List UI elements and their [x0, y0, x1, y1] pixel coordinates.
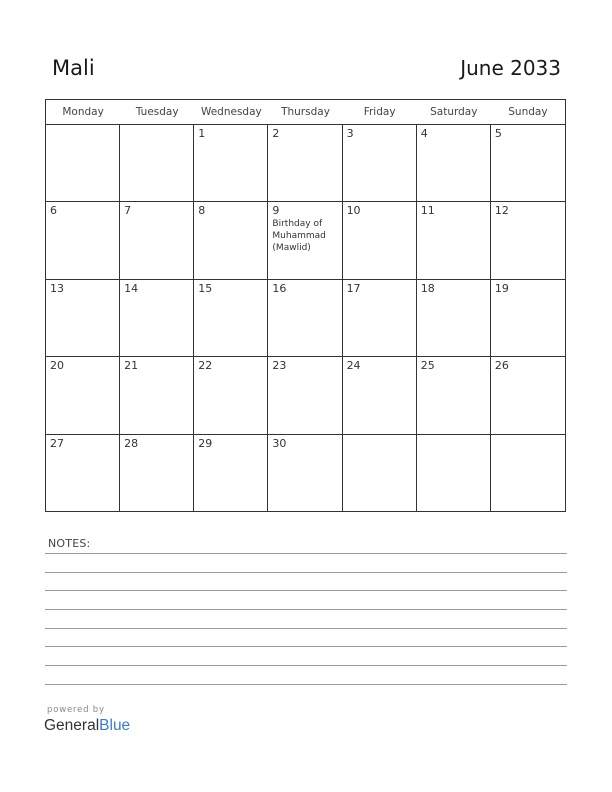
day-cell: [46, 280, 120, 357]
day-cell: [120, 357, 194, 434]
day-cell: [343, 357, 417, 434]
day-cell: [343, 280, 417, 357]
day-number: 30: [272, 436, 287, 450]
day-number: 25: [420, 359, 435, 373]
day-cell: [417, 125, 491, 202]
day-cell: [120, 125, 194, 202]
day-number: 5: [494, 127, 502, 140]
weekday-label-saturday: Saturday: [430, 106, 478, 118]
day-number: 23: [272, 359, 287, 373]
day-number: 3: [346, 127, 354, 140]
day-number: 11: [420, 204, 435, 218]
day-cell: [268, 202, 342, 279]
day-number: 6: [50, 204, 57, 218]
day-cell: [268, 357, 342, 434]
brand-logo: [44, 717, 130, 735]
day-number: 10: [346, 204, 361, 218]
weekday-label-friday: Friday: [363, 106, 396, 118]
day-cell: [194, 357, 268, 434]
day-cell: [268, 435, 342, 512]
day-cell: [194, 202, 268, 279]
day-number: 16: [272, 281, 287, 295]
month-year-title: June 2033: [460, 56, 561, 80]
day-number: 26: [494, 359, 509, 373]
day-number: 21: [124, 359, 139, 373]
day-cell: [46, 435, 120, 512]
day-number: 13: [50, 281, 64, 295]
day-number: 20: [50, 359, 64, 373]
day-cell: [268, 280, 342, 357]
weekday-label-wednesday: Wednesday: [200, 106, 262, 118]
day-number: 27: [50, 436, 64, 450]
day-number: 17: [346, 281, 361, 295]
day-number: 1: [198, 127, 206, 140]
day-cell: [120, 202, 194, 279]
brand-name-part2: Blue: [99, 717, 131, 734]
day-number: 12: [494, 204, 509, 218]
day-number: 19: [494, 281, 509, 295]
holiday-event: Birthday of Muhammad (Mawlid): [272, 219, 326, 254]
day-number: 8: [198, 204, 206, 218]
day-number: 18: [420, 281, 435, 295]
note-line: [45, 684, 567, 685]
country-title: Mali: [52, 56, 95, 80]
weekday-label-monday: Monday: [62, 106, 104, 118]
weekday-label-sunday: Sunday: [508, 106, 548, 118]
weekday-header-row: [46, 100, 565, 125]
note-line: [45, 646, 567, 647]
calendar-body: [46, 125, 565, 512]
day-cell: [46, 202, 120, 279]
note-line: [45, 628, 567, 629]
day-cell: [120, 280, 194, 357]
day-cell: [417, 357, 491, 434]
day-number: 15: [198, 281, 213, 295]
day-cell: [491, 202, 565, 279]
day-cell: [268, 125, 342, 202]
note-line: [45, 665, 567, 666]
day-number: 4: [420, 127, 428, 140]
day-cell: [120, 435, 194, 512]
day-cell: [417, 202, 491, 279]
powered-by-text: powered by: [47, 705, 105, 715]
day-number: 29: [198, 436, 213, 450]
day-cell: [343, 202, 417, 279]
day-cell: [417, 435, 491, 512]
calendar-grid: [45, 99, 566, 512]
day-cell: [417, 280, 491, 357]
day-number: 7: [124, 204, 132, 218]
note-line: [45, 590, 567, 591]
day-number: 9: [272, 204, 280, 218]
day-cell: [46, 357, 120, 434]
note-line: [45, 572, 567, 573]
day-cell: [491, 357, 565, 434]
day-cell: [491, 280, 565, 357]
day-cell: [491, 125, 565, 202]
notes-label: NOTES:: [48, 537, 91, 550]
day-cell: [194, 125, 268, 202]
day-number: 22: [198, 359, 213, 373]
weekday-label-tuesday: Tuesday: [135, 106, 179, 118]
day-cell: [343, 125, 417, 202]
day-cell: [194, 435, 268, 512]
day-cell: [46, 125, 120, 202]
day-cell: [491, 435, 565, 512]
brand-name-part1: General: [44, 717, 100, 734]
day-number: 24: [346, 359, 361, 373]
day-cell: [343, 435, 417, 512]
day-number: 28: [124, 436, 139, 450]
day-number: 2: [272, 127, 280, 140]
note-line: [45, 609, 567, 610]
weekday-label-thursday: Thursday: [281, 106, 330, 118]
day-cell: [194, 280, 268, 357]
day-number: 14: [124, 281, 139, 295]
note-line: [45, 553, 567, 554]
